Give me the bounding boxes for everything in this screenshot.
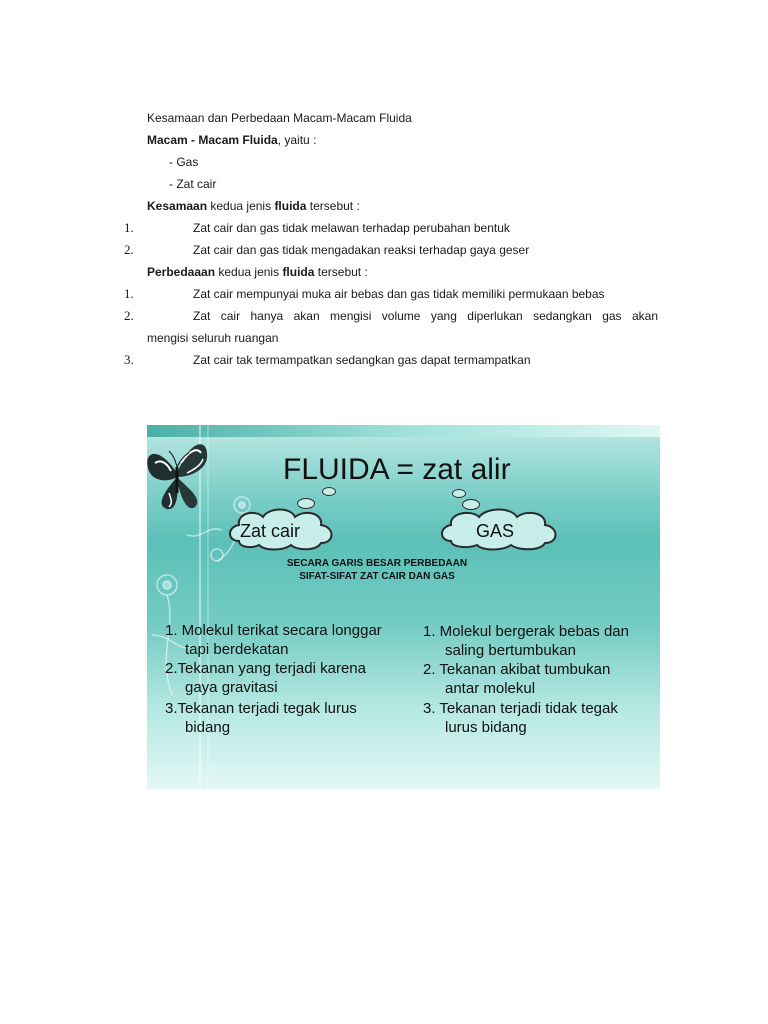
left-column-item: 1. Molekul terikat secara longgar	[165, 622, 382, 639]
kesamaan-item-text: Zat cair dan gas tidak mengadakan reaksi terhadap gaya geser	[193, 243, 530, 257]
left-column-item: gaya gravitasi	[185, 679, 278, 696]
kesamaan-item-number: 2.	[124, 242, 134, 257]
perbedaan-mid: kedua jenis	[215, 265, 283, 279]
right-column-item: antar molekul	[445, 680, 536, 697]
kesamaan-suffix: tersebut :	[306, 199, 360, 213]
document-title: Kesamaan dan Perbedaan Macam-Macam Fluida	[147, 111, 412, 125]
left-column-item: tapi berdekatan	[185, 641, 289, 658]
perbedaan-item-text-line2: mengisi seluruh ruangan	[147, 331, 279, 345]
left-column-item: 2.Tekanan yang terjadi karena	[165, 660, 366, 677]
perbedaan-fluida-bold: fluida	[282, 265, 315, 279]
macam-fluida-suffix: , yaitu :	[277, 133, 317, 147]
kesamaan-item-number: 1.	[124, 220, 134, 235]
kesamaan-bold: Kesamaan	[147, 199, 208, 213]
fluid-type-gas: - Gas	[169, 155, 199, 169]
perbedaan-item-text: Zat cair mempunyai muka air bebas dan gas tidak memiliki permukaan bebas	[193, 287, 605, 301]
fluida-slide-image	[147, 425, 660, 789]
perbedaan-suffix: tersebut :	[314, 265, 368, 279]
kesamaan-heading	[147, 199, 360, 213]
right-column-item: lurus bidang	[445, 719, 527, 736]
perbedaan-item-number: 3.	[124, 352, 134, 367]
kesamaan-item-text: Zat cair dan gas tidak melawan terhadap perubahan bentuk	[193, 221, 510, 235]
kesamaan-fluida-bold: fluida	[274, 199, 307, 213]
slide-top-band	[147, 425, 660, 437]
right-column-item: 2. Tekanan akibat tumbukan	[423, 661, 611, 678]
perbedaan-item-number: 2.	[124, 308, 134, 323]
right-column-item: saling bertumbukan	[445, 642, 576, 659]
kesamaan-mid: kedua jenis	[207, 199, 275, 213]
slide-subheading: SECARA GARIS BESAR PERBEDAAN SIFAT-SIFAT ZAT CAIR DAN GAS	[286, 558, 468, 582]
slide-title: FLUIDA = zat alir	[283, 453, 511, 486]
perbedaan-item-number: 1.	[124, 286, 134, 301]
thought-bubble-dot	[452, 489, 466, 498]
left-cloud-label: Zat cair	[240, 521, 301, 541]
perbedaan-bold: Perbedaaan	[147, 265, 216, 279]
perbedaan-item-text: Zat cair tak termampatkan sedangkan gas dapat termampatkan	[193, 353, 531, 367]
fluid-type-liquid: - Zat cair	[169, 177, 217, 191]
left-column-item: 3.Tekanan terjadi tegak lurus	[165, 700, 357, 717]
perbedaan-item-text-line1	[193, 309, 658, 323]
right-cloud-label: GAS	[476, 521, 515, 541]
right-column-item: 3. Tekanan terjadi tidak tegak	[423, 700, 618, 717]
thought-bubble-dot	[322, 487, 336, 496]
macam-fluida-bold: Macam - Macam Fluida	[147, 133, 278, 147]
macam-fluida-heading	[147, 133, 316, 147]
perbedaan-heading	[147, 265, 368, 279]
left-column-item: bidang	[185, 719, 231, 736]
right-column-item: 1. Molekul bergerak bebas dan	[423, 623, 629, 640]
justified-text: Zat cair hanya akan mengisi volume yang diperlukan sedangkan gas akan	[193, 309, 658, 323]
